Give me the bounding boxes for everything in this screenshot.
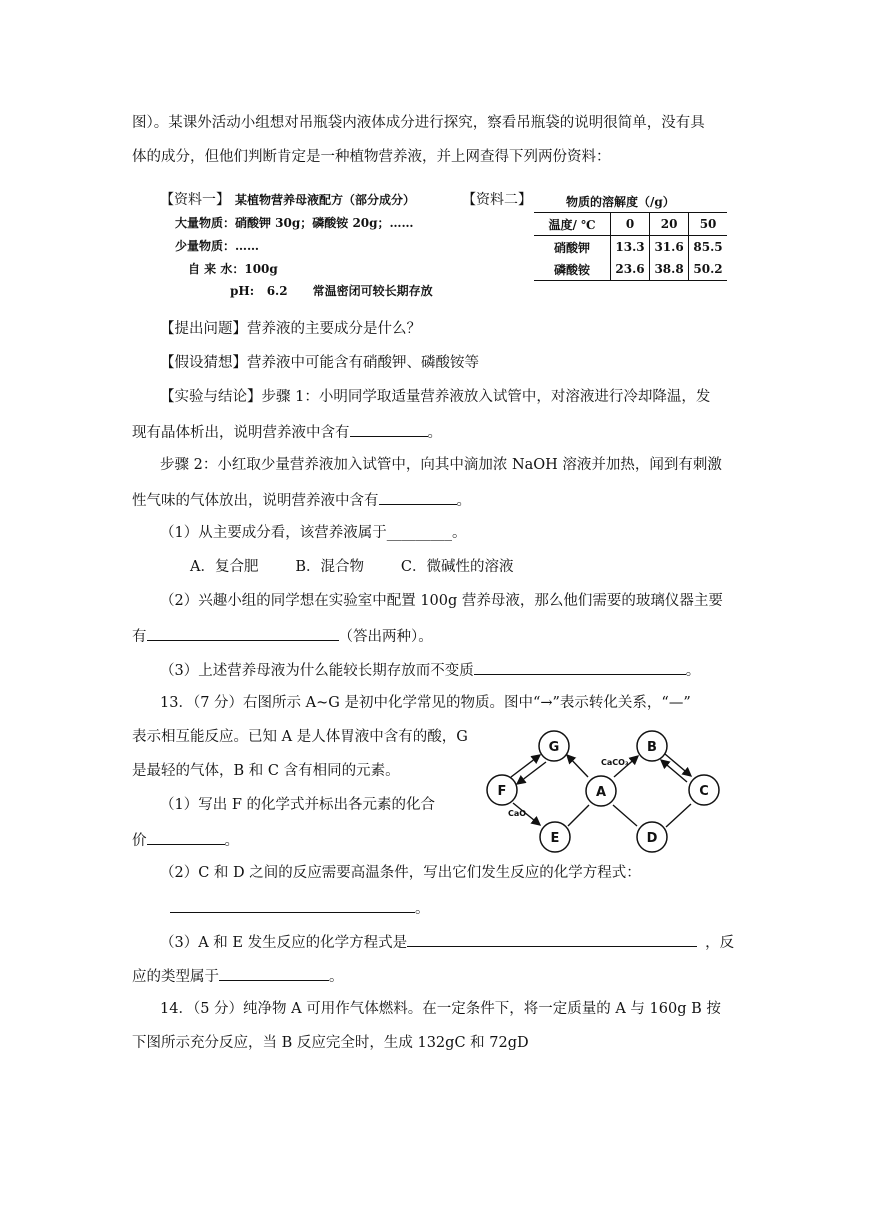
answer-blank[interactable]: [407, 931, 697, 947]
q12-options: A．复合肥 B．混合物 C．微碱性的溶液: [190, 559, 514, 575]
info1-title: 某植物营养母液配方（部分成分）: [235, 193, 416, 207]
table-header-cell: 0: [611, 213, 650, 236]
q12-hypothesis: 【假设猜想】营养液中可能含有硝酸钾、磷酸铵等: [160, 355, 479, 371]
q13-sub3-line-2: 应的类型属于 。: [132, 965, 344, 987]
b-c-double-arrow: [661, 754, 691, 782]
q12-sub3: （3）上述营养母液为什么能较长期存放而不变质 。: [160, 659, 700, 681]
intro-line-2: 体的成分，但他们判断肯定是一种植物营养液，并上网查得下列两份资料：: [132, 149, 611, 165]
q12-experiment-line-2: 现有晶体析出，说明营养液中含有 。: [132, 421, 442, 443]
q13-sub1-line-2: 价 。: [132, 829, 239, 851]
answer-blank[interactable]: [147, 625, 339, 641]
q13-line-3: 是最轻的气体，B 和 C 含有相同的元素。: [132, 763, 400, 779]
q13-line-2: 表示相互能反应。已知 A 是人体胃液中含有的酸，G: [132, 729, 468, 745]
q12-step2-line-1: 步骤 2：小红取少量营养液加入试管中，向其中滴加浓 NaOH 溶液并加热，闻到有刺激: [160, 457, 722, 473]
d-c-line: [666, 804, 691, 827]
q13-line-1: 13．（7 分）右图所示 A~G 是初中化学常见的物质。图中“→”表示转化关系，“—”: [160, 695, 691, 711]
table-header-row: [534, 213, 727, 236]
q12-question: 【提出问题】营养液的主要成分是什么？: [160, 321, 421, 337]
answer-blank[interactable]: [219, 965, 329, 981]
q12-experiment-line-1: 【实验与结论】步骤 1：小明同学取适量营养液放入试管中，对溶液进行冷却降温，发: [160, 389, 711, 405]
table-header-cell: 20: [650, 213, 689, 236]
info1-tag: 【资料一】: [160, 192, 230, 208]
q13-sub3-line-1: （3）A 和 E 发生反应的化学方程式是 ，反: [160, 931, 734, 953]
table-cell: 50.2: [689, 258, 727, 281]
node-label-b: B: [647, 740, 657, 755]
q12-step2-line-2: 性气味的气体放出，说明营养液中含有 。: [132, 489, 471, 511]
node-label-c: C: [699, 784, 709, 799]
table-row: [534, 258, 727, 281]
answer-blank[interactable]: [350, 421, 428, 437]
q12-sub2-line-1: （2）兴趣小组的同学想在实验室中配置 100g 营养母液，那么他们需要的玻璃仪器主要: [160, 593, 723, 609]
info2-tag: 【资料二】: [462, 192, 532, 208]
node-label-a: A: [595, 785, 607, 800]
info1-major: 大量物质：硝酸钾 30g；磷酸铵 20g；……: [175, 216, 414, 230]
q14-line-1: 14．（5 分）纯净物 A 可用作气体燃料。在一定条件下，将一定质量的 A 与 160g B 按: [160, 1001, 721, 1017]
q12-sub2-line-2: 有 （答出两种）。: [132, 625, 433, 647]
f-g-double-arrow: [511, 755, 546, 784]
q13-sub2-answer-line: 。: [170, 897, 430, 919]
info1-ph: pH: 6.2 常温密闭可较长期存放: [230, 284, 433, 298]
node-label-e: E: [550, 831, 560, 846]
table-cell: 85.5: [689, 236, 727, 259]
q13-sub2: （2）C 和 D 之间的反应需要高温条件，写出它们发生反应的化学方程式：: [160, 865, 641, 881]
node-label-d: D: [646, 831, 658, 846]
answer-blank[interactable]: [147, 829, 225, 845]
table-cell: 13.3: [611, 236, 650, 259]
info1-water: 自 来 水：100g: [188, 262, 278, 276]
answer-blank[interactable]: [474, 659, 686, 675]
a-d-line: [613, 805, 637, 826]
table-cell: 23.6: [611, 258, 650, 281]
answer-blank[interactable]: [379, 489, 457, 505]
table-header-cell: 温度/ ℃: [534, 213, 611, 236]
answer-blank[interactable]: [170, 897, 415, 913]
table-cell: 磷酸铵: [534, 258, 611, 281]
info2-title: 物质的溶解度（/g）: [566, 195, 675, 209]
node-label-g: G: [548, 740, 560, 755]
intro-line-1: 图）。某课外活动小组想对吊瓶袋内液体成分进行探究，察看吊瓶袋的说明很简单，没有具: [132, 115, 705, 131]
info1-minor: 少量物质：……: [175, 239, 260, 253]
table-cell: 硝酸钾: [553, 240, 590, 255]
q13-sub1-line-1: （1）写出 F 的化学式并标出各元素的化合: [160, 797, 436, 813]
reaction-diagram: [480, 725, 730, 855]
table-cell: 31.6: [650, 236, 689, 259]
a-e-line: [568, 805, 589, 826]
solubility-table: [534, 212, 727, 281]
label-caco3: CaCO₃: [601, 758, 629, 767]
table-header-cell: 50: [689, 213, 727, 236]
table-cell: 38.8: [650, 258, 689, 281]
table-row: [534, 236, 727, 259]
q12-sub1: （1）从主要成分看，该营养液属于_________。: [160, 525, 467, 541]
q14-line-2: 下图所示充分反应，当 B 反应完全时，生成 132gC 和 72gD: [132, 1035, 529, 1051]
label-cao: CaO: [508, 809, 527, 818]
a-to-g-arrow: [567, 755, 588, 777]
node-label-f: F: [497, 784, 507, 799]
